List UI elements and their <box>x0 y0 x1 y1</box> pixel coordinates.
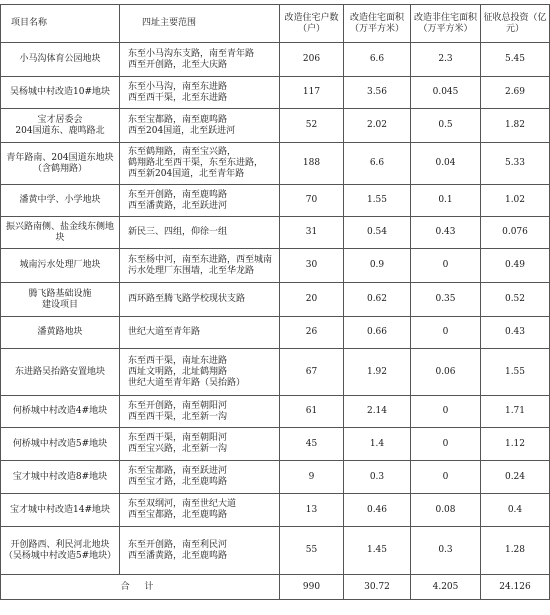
project-name-line: 何桥城中村改造4#地块 <box>12 406 108 416</box>
boundary-range-cell <box>120 249 280 283</box>
total-label: 合 计 <box>1 575 280 600</box>
boundary-range-line: 东至杨中河，南至东进路，西至城南 <box>128 254 273 265</box>
project-name-line: 吴杨城中村改造10#地块 <box>10 87 110 97</box>
boundary-range-cell <box>120 77 280 109</box>
residential-area-cell: 2.14 <box>344 396 411 428</box>
residential-area-cell: 1.45 <box>344 527 411 575</box>
boundary-range-line: 东至宝都路，南至鹿鸣路 <box>128 114 228 125</box>
boundary-range-line: 西至宝兴路，北至新一沟 <box>128 444 228 454</box>
households-cell: 30 <box>280 249 344 283</box>
project-name-line: 城南污水处理厂地块 <box>19 260 101 270</box>
households-cell: 20 <box>280 283 344 317</box>
investment-cell: 5.45 <box>481 43 550 77</box>
header-nonresidential-area: 改造非住宅面积（万平方米） <box>411 5 481 43</box>
investment-cell: 1.82 <box>481 109 550 143</box>
project-name-line: 建设项目 <box>41 299 78 310</box>
boundary-range-cell <box>120 283 280 317</box>
nonresidential-area-cell: 0.35 <box>411 283 481 317</box>
boundary-range-line: 新民三、四组，仰徐一组 <box>128 227 228 237</box>
boundary-range-cell <box>120 527 280 575</box>
boundary-range-line: 西至宝都路，北至鹿鸣路 <box>128 510 228 520</box>
table-row <box>1 283 550 317</box>
project-name-cell <box>1 461 120 494</box>
project-name-cell <box>1 428 120 461</box>
project-name-line: 宝才城中村改造14#地块 <box>10 504 110 515</box>
project-name-cell <box>1 185 120 217</box>
nonresidential-area-cell: 0 <box>411 428 481 461</box>
boundary-range-line: 西至204国道，北至跃进河 <box>128 125 236 136</box>
boundary-range-cell <box>120 349 280 396</box>
households-cell: 206 <box>280 43 344 77</box>
total-households: 990 <box>280 575 344 600</box>
residential-area-cell: 0.3 <box>344 461 411 494</box>
households-cell: 26 <box>280 317 344 349</box>
project-name-line: 青年路南、204国道东地块（含鹤翔路） <box>6 152 114 174</box>
boundary-range-line: 西至潘黄路，北至跃进河 <box>128 200 228 211</box>
project-name-cell <box>1 396 120 428</box>
households-cell: 70 <box>280 185 344 217</box>
investment-cell: 5.33 <box>481 143 550 185</box>
boundary-range-line: 东至小马沟东支路，南至青年路 <box>128 48 255 59</box>
project-name-line: 潘黄路地块 <box>37 327 83 337</box>
table-row <box>1 396 550 428</box>
expropriation-projects-table <box>0 4 550 600</box>
total-investment: 24.126 <box>481 575 550 600</box>
boundary-range-line: 西至开创路，北至大庆路 <box>128 59 228 70</box>
nonresidential-area-cell: 0 <box>411 249 481 283</box>
residential-area-cell: 6.6 <box>344 143 411 185</box>
nonresidential-area-cell: 0.5 <box>411 109 481 143</box>
nonresidential-area-cell: 0.1 <box>411 185 481 217</box>
table-row <box>1 317 550 349</box>
table-row <box>1 217 550 249</box>
project-name-line: 振兴路南侧、盐金线东侧地块 <box>5 221 114 243</box>
residential-area-cell: 6.6 <box>344 43 411 77</box>
investment-cell: 0.43 <box>481 317 550 349</box>
header-residential-area: 改造住宅面积（万平方米） <box>344 5 411 43</box>
boundary-range-cell <box>120 494 280 527</box>
table-row <box>1 109 550 143</box>
table-row <box>1 527 550 575</box>
project-name-cell <box>1 77 120 109</box>
residential-area-cell: 1.55 <box>344 185 411 217</box>
households-cell: 31 <box>280 217 344 249</box>
boundary-range-cell <box>120 317 280 349</box>
table-header-row <box>1 5 550 43</box>
boundary-range-line: 西址文明路，北址鹤翔路 <box>128 366 228 377</box>
investment-cell: 1.02 <box>481 185 550 217</box>
residential-area-cell: 1.4 <box>344 428 411 461</box>
residential-area-cell: 2.02 <box>344 109 411 143</box>
boundary-range-cell <box>120 143 280 185</box>
total-row <box>1 575 550 600</box>
table-row <box>1 185 550 217</box>
boundary-range-cell <box>120 428 280 461</box>
investment-cell: 0.52 <box>481 283 550 317</box>
households-cell: 9 <box>280 461 344 494</box>
boundary-range-cell <box>120 185 280 217</box>
boundary-range-line: 世纪大道至青年路（吴抬路） <box>128 377 246 388</box>
boundary-range-line: 东至鹤翔路，南至宝兴路， <box>128 147 237 157</box>
nonresidential-area-cell: 0 <box>411 396 481 428</box>
households-cell: 61 <box>280 396 344 428</box>
project-name-cell <box>1 349 120 396</box>
table-row <box>1 77 550 109</box>
project-name-cell <box>1 217 120 249</box>
households-cell: 52 <box>280 109 344 143</box>
header-project-name: 项目名称 <box>1 5 120 43</box>
header-boundary-range: 四址主要范围 <box>120 5 280 43</box>
households-cell: 45 <box>280 428 344 461</box>
project-name-cell <box>1 527 120 575</box>
investment-cell: 1.55 <box>481 349 550 396</box>
total-residential-area: 30.72 <box>344 575 411 600</box>
residential-area-cell: 0.9 <box>344 249 411 283</box>
table-row <box>1 461 550 494</box>
boundary-range-line: 世纪大道至青年路 <box>128 327 201 337</box>
residential-area-cell: 1.92 <box>344 349 411 396</box>
boundary-range-line: 东至双纲河，南至世纪大道 <box>128 499 237 509</box>
table-row <box>1 143 550 185</box>
boundary-range-line: 鹤翔路北至西干渠，东至东进路， <box>128 158 264 168</box>
investment-cell: 0.4 <box>481 494 550 527</box>
nonresidential-area-cell: 0.43 <box>411 217 481 249</box>
project-name-cell <box>1 249 120 283</box>
investment-cell: 1.71 <box>481 396 550 428</box>
boundary-range-line: 东至小马沟，南至东进路 <box>128 81 228 92</box>
households-cell: 117 <box>280 77 344 109</box>
residential-area-cell: 0.62 <box>344 283 411 317</box>
households-cell: 55 <box>280 527 344 575</box>
boundary-range-line: 西至西干渠，北至东进路 <box>128 92 228 103</box>
investment-cell: 1.12 <box>481 428 550 461</box>
boundary-range-line: 东至西干渠，南至朝阳河 <box>128 433 228 443</box>
boundary-range-cell <box>120 461 280 494</box>
nonresidential-area-cell: 2.3 <box>411 43 481 77</box>
nonresidential-area-cell: 0 <box>411 461 481 494</box>
boundary-range-line: 东至开创路，南至朝阳河 <box>128 400 228 411</box>
boundary-range-cell <box>120 43 280 77</box>
table-row <box>1 428 550 461</box>
project-name-cell <box>1 283 120 317</box>
project-name-cell <box>1 43 120 77</box>
boundary-range-line: 东至西干渠，南址东进路 <box>128 355 228 366</box>
residential-area-cell: 0.66 <box>344 317 411 349</box>
boundary-range-line: 东至开创路，南至利民河 <box>128 539 228 550</box>
residential-area-cell: 0.46 <box>344 494 411 527</box>
boundary-range-line: 西至新204国道，北至青年路 <box>128 169 245 179</box>
boundary-range-line: 污水处理厂东围墙，北至华龙路 <box>128 265 255 276</box>
project-name-line: 开创路西、利民河北地块 <box>10 539 110 550</box>
project-name-line: 东进路吴抬路安置地块 <box>14 366 105 377</box>
project-name-line: 何桥城中村改造5#地块 <box>12 438 108 449</box>
table-row <box>1 43 550 77</box>
boundary-range-line: 西至潘黄路，北至鹿鸣路 <box>128 550 228 561</box>
investment-cell: 0.24 <box>481 461 550 494</box>
boundary-range-line: 西至西干渠，北至新一沟 <box>128 411 228 422</box>
project-name-cell <box>1 109 120 143</box>
boundary-range-line: 西环路至腾飞路学校现状支路 <box>128 294 246 304</box>
nonresidential-area-cell: 0.045 <box>411 77 481 109</box>
table-row <box>1 494 550 527</box>
project-name-line: 小马沟体育公园地块 <box>19 54 101 64</box>
households-cell: 188 <box>280 143 344 185</box>
project-name-line: （吴杨城中村改造5#地块） <box>3 550 117 561</box>
table-row <box>1 249 550 283</box>
boundary-range-cell <box>120 396 280 428</box>
boundary-range-cell <box>120 109 280 143</box>
residential-area-cell: 0.54 <box>344 217 411 249</box>
table-body <box>1 43 550 575</box>
header-households: 改造住宅户数（户） <box>280 5 344 43</box>
table-row <box>1 349 550 396</box>
project-name-cell <box>1 317 120 349</box>
boundary-range-line: 西至宝才路，北至鹿鸣路 <box>128 477 228 487</box>
households-cell: 67 <box>280 349 344 396</box>
header-investment: 征收总投资（亿元） <box>481 5 550 43</box>
project-name-cell <box>1 143 120 185</box>
project-name-cell <box>1 494 120 527</box>
investment-cell: 1.28 <box>481 527 550 575</box>
boundary-range-line: 东至宝都路，南至跃进河 <box>128 466 228 476</box>
project-name-line: 腾飞路基础设施 <box>28 288 92 299</box>
boundary-range-cell <box>120 217 280 249</box>
nonresidential-area-cell: 0 <box>411 317 481 349</box>
project-name-line: 宝才居委会 <box>37 114 83 125</box>
residential-area-cell: 3.56 <box>344 77 411 109</box>
investment-cell: 2.69 <box>481 77 550 109</box>
project-name-line: 潘黄中学、小学地块 <box>19 195 101 205</box>
nonresidential-area-cell: 0.3 <box>411 527 481 575</box>
project-name-line: 204国道东、鹿鸣路北 <box>15 125 105 136</box>
investment-cell: 0.49 <box>481 249 550 283</box>
nonresidential-area-cell: 0.08 <box>411 494 481 527</box>
nonresidential-area-cell: 0.04 <box>411 143 481 185</box>
project-name-line: 宝才城中村改造8#地块 <box>12 471 108 482</box>
total-nonresidential-area: 4.205 <box>411 575 481 600</box>
nonresidential-area-cell: 0.06 <box>411 349 481 396</box>
households-cell: 13 <box>280 494 344 527</box>
investment-cell: 0.076 <box>481 217 550 249</box>
boundary-range-line: 东至开创路，南至鹿鸣路 <box>128 189 228 200</box>
